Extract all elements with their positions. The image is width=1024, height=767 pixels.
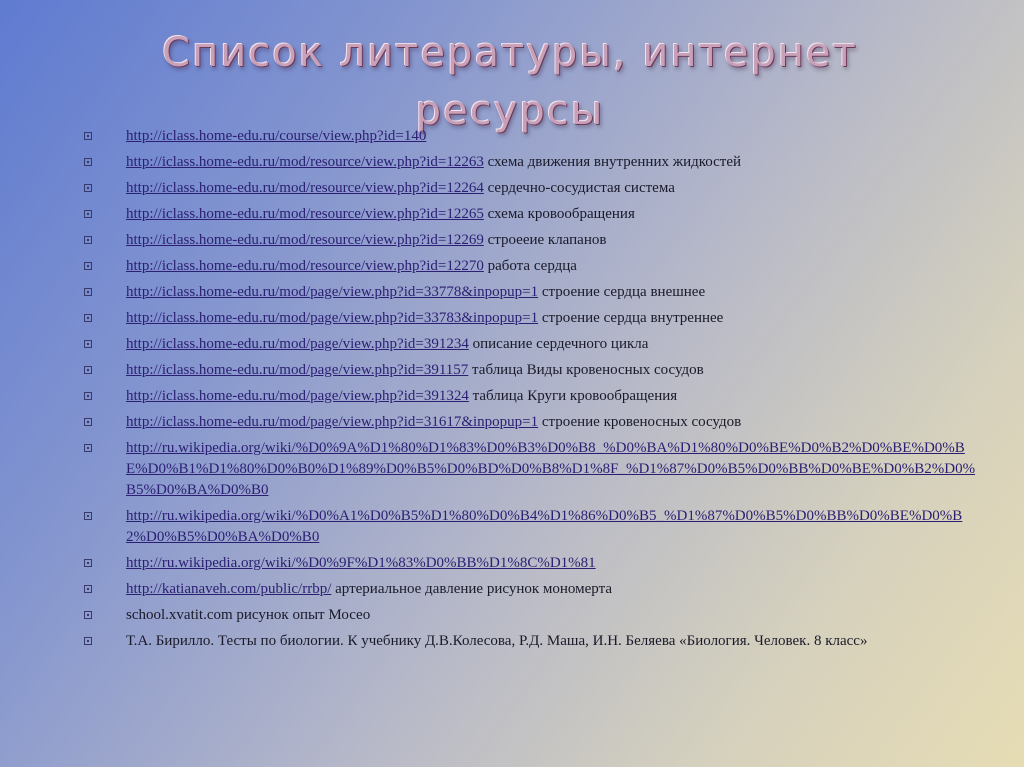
square-bullet-icon bbox=[84, 184, 92, 192]
reference-description: school.xvatit.com рисунок опыт Мосео bbox=[126, 607, 371, 623]
reference-link[interactable]: http://katianaveh.com/public/rrbp/ bbox=[126, 581, 332, 597]
reference-description: строение сердца внешнее bbox=[541, 284, 706, 300]
reference-item bbox=[78, 178, 978, 199]
reference-link[interactable]: http://iclass.home-edu.ru/mod/resource/view.php?id=12269 bbox=[126, 232, 484, 248]
reference-item bbox=[78, 256, 978, 277]
reference-item bbox=[78, 360, 978, 381]
reference-item bbox=[78, 152, 978, 173]
reference-description: таблица Круги кровообращения bbox=[472, 388, 678, 404]
square-bullet-icon bbox=[84, 314, 92, 322]
reference-description: строение сердца внутреннее bbox=[541, 310, 724, 326]
reference-description: схема движения внутренних жидкостей bbox=[487, 154, 742, 170]
reference-link[interactable]: http://iclass.home-edu.ru/mod/resource/view.php?id=12264 bbox=[126, 180, 484, 196]
square-bullet-icon bbox=[84, 366, 92, 374]
reference-link[interactable]: http://iclass.home-edu.ru/mod/page/view.php?id=391157 bbox=[126, 362, 469, 378]
square-bullet-icon bbox=[84, 418, 92, 426]
title-line-2: ресурсы bbox=[415, 88, 605, 134]
reference-item bbox=[78, 386, 978, 407]
reference-description: описание сердечного цикла bbox=[472, 336, 649, 352]
reference-description: сердечно-сосудистая система bbox=[487, 180, 675, 196]
reference-item bbox=[78, 605, 978, 626]
reference-link[interactable]: http://iclass.home-edu.ru/course/view.php?id=140 bbox=[126, 128, 427, 144]
reference-item bbox=[78, 204, 978, 225]
reference-item bbox=[78, 126, 978, 147]
reference-item bbox=[78, 438, 978, 501]
reference-item bbox=[78, 631, 978, 652]
square-bullet-icon bbox=[84, 132, 92, 140]
reference-link[interactable]: http://iclass.home-edu.ru/mod/resource/view.php?id=12263 bbox=[126, 154, 484, 170]
square-bullet-icon bbox=[84, 611, 92, 619]
reference-description: Т.А. Бирилло. Тесты по биологии. К учебнику Д.В.Колесова, Р.Д. Маша, И.Н. Беляева «Биология. Человек. 8 класс» bbox=[126, 633, 868, 649]
square-bullet-icon bbox=[84, 512, 92, 520]
square-bullet-icon bbox=[84, 444, 92, 452]
reference-link[interactable]: http://ru.wikipedia.org/wiki/%D0%A1%D0%B5%D1%80%D0%B4%D1%86%D0%B5_%D1%87%D0%B5%D0%BB%D0%BE%D0%B2%D0%B5%D0%BA%D0%B0 bbox=[126, 508, 963, 545]
reference-item bbox=[78, 282, 978, 303]
reference-item bbox=[78, 553, 978, 574]
reference-item bbox=[78, 412, 978, 433]
square-bullet-icon bbox=[84, 585, 92, 593]
square-bullet-icon bbox=[84, 637, 92, 645]
slide-title bbox=[80, 24, 940, 140]
reference-item bbox=[78, 230, 978, 251]
reference-link[interactable]: http://ru.wikipedia.org/wiki/%D0%9A%D1%80%D1%83%D0%B3%D0%B8_%D0%BA%D1%80%D0%BE%D0%B2%D0%BE%D0%BE%D0%B1%D1%80%D0%B0%D1%89%D0%B5%D0%BD%D0%B8%D1%8F_%D1%87%D0%B5%D0%BB%D0%BE%D0%B2%D0%B5%D0%BA%D0%B0 bbox=[126, 440, 976, 498]
square-bullet-icon bbox=[84, 288, 92, 296]
reference-description: строеeие клапанов bbox=[487, 232, 607, 248]
square-bullet-icon bbox=[84, 236, 92, 244]
title-line-1: Список литературы, интернет bbox=[162, 30, 858, 76]
reference-link[interactable]: http://iclass.home-edu.ru/mod/page/view.php?id=33783&inpopup=1 bbox=[126, 310, 539, 326]
reference-link[interactable]: http://iclass.home-edu.ru/mod/page/view.php?id=391324 bbox=[126, 388, 469, 404]
reference-description: таблица Виды кровеносных сосудов bbox=[472, 362, 704, 378]
reference-item bbox=[78, 579, 978, 600]
reference-list bbox=[78, 126, 978, 657]
reference-link[interactable]: http://iclass.home-edu.ru/mod/page/view.php?id=391234 bbox=[126, 336, 469, 352]
square-bullet-icon bbox=[84, 340, 92, 348]
reference-item bbox=[78, 506, 978, 548]
reference-description: работа сердца bbox=[487, 258, 577, 274]
square-bullet-icon bbox=[84, 392, 92, 400]
reference-description: схема кровообращения bbox=[487, 206, 635, 222]
reference-description: строение кровеносных сосудов bbox=[541, 414, 742, 430]
reference-link[interactable]: http://iclass.home-edu.ru/mod/resource/view.php?id=12270 bbox=[126, 258, 484, 274]
reference-item bbox=[78, 334, 978, 355]
reference-link[interactable]: http://iclass.home-edu.ru/mod/page/view.php?id=31617&inpopup=1 bbox=[126, 414, 539, 430]
square-bullet-icon bbox=[84, 158, 92, 166]
reference-description: артериальное давление рисунок мономерта bbox=[335, 581, 612, 597]
reference-link[interactable]: http://iclass.home-edu.ru/mod/resource/view.php?id=12265 bbox=[126, 206, 484, 222]
square-bullet-icon bbox=[84, 210, 92, 218]
square-bullet-icon bbox=[84, 262, 92, 270]
reference-item bbox=[78, 308, 978, 329]
reference-link[interactable]: http://ru.wikipedia.org/wiki/%D0%9F%D1%83%D0%BB%D1%8C%D1%81 bbox=[126, 555, 596, 571]
square-bullet-icon bbox=[84, 559, 92, 567]
reference-link[interactable]: http://iclass.home-edu.ru/mod/page/view.php?id=33778&inpopup=1 bbox=[126, 284, 539, 300]
